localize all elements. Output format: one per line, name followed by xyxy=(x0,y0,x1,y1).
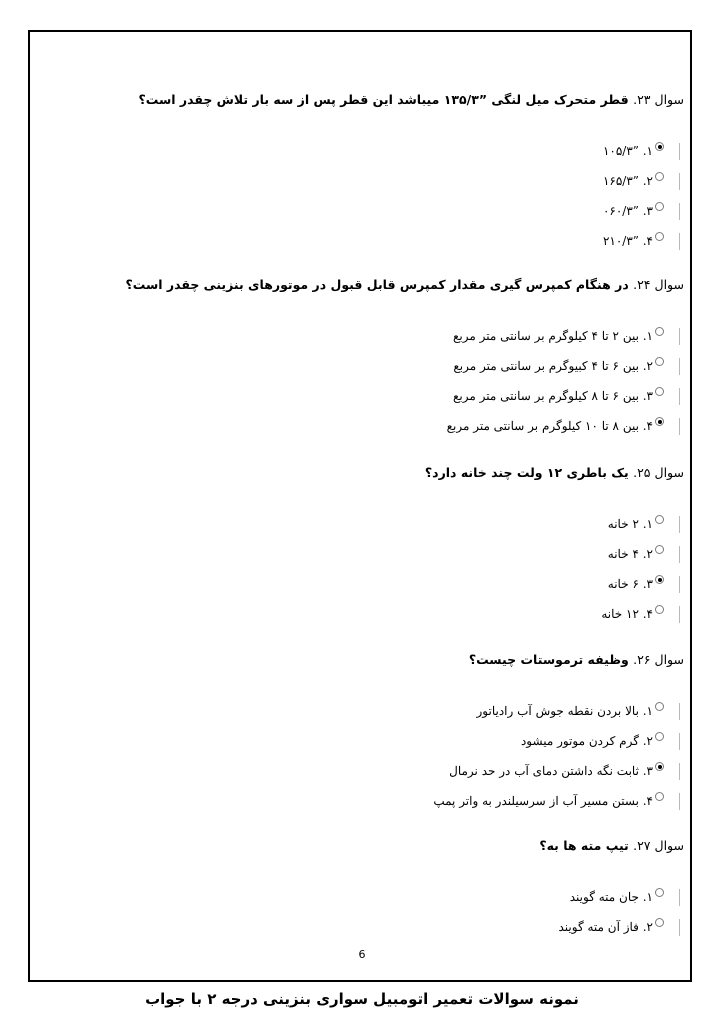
option-4[interactable] xyxy=(433,786,680,816)
option-divider xyxy=(679,358,680,375)
radio-button[interactable] xyxy=(655,327,664,336)
question-23 xyxy=(139,90,685,256)
option-label: ۲. ”۱۶۵/۳ xyxy=(602,174,653,188)
radio-button[interactable] xyxy=(655,172,664,181)
radio-button[interactable] xyxy=(655,732,664,741)
option-divider xyxy=(679,388,680,405)
radio-button[interactable] xyxy=(655,357,664,366)
options-list xyxy=(139,136,685,256)
radio-button[interactable] xyxy=(655,142,664,151)
option-label: ۱. بین ۲ تا ۴ کیلوگرم بر سانتی متر مربع xyxy=(453,329,653,343)
question-text xyxy=(539,836,684,856)
radio-button[interactable] xyxy=(655,605,664,614)
options-list xyxy=(539,882,684,942)
option-label: ۱. ”۱۰۵/۳ xyxy=(602,144,653,158)
option-divider xyxy=(679,328,680,345)
option-label: ۴. بستن مسیر آب از سرسیلندر به واتر پمپ xyxy=(433,794,653,808)
radio-button[interactable] xyxy=(655,202,664,211)
question-body: وظیفه ترموستات چیست؟ xyxy=(468,652,629,667)
option-divider xyxy=(679,763,680,780)
option-divider xyxy=(679,606,680,623)
question-body: در هنگام کمپرس گیری مقدار کمپرس قابل قبول در موتورهای بنزینی چقدر است؟ xyxy=(125,277,629,292)
option-2[interactable] xyxy=(539,912,680,942)
option-label: ۴. بین ۸ تا ۱۰ کیلوگرم بر سانتی متر مربع xyxy=(446,419,653,433)
question-number: سوال ۲۷. xyxy=(633,838,684,853)
radio-button[interactable] xyxy=(655,762,664,771)
question-body: تیپ مته ها به؟ xyxy=(539,838,629,853)
radio-button[interactable] xyxy=(655,387,664,396)
option-label: ۱. جان مته گویند xyxy=(569,890,653,904)
question-26 xyxy=(433,650,684,816)
option-3[interactable] xyxy=(139,196,681,226)
option-1[interactable] xyxy=(425,509,680,539)
option-divider xyxy=(679,733,680,750)
option-divider xyxy=(679,793,680,810)
question-body: قطر متحرک میل لنگی ”۱۳۵/۳ میباشد این قطر پس از سه بار تلاش چقدر است؟ xyxy=(138,92,629,107)
option-label: ۲. بین ۶ تا ۴ کبیوگرم بر سانتی متر مربع xyxy=(453,359,653,373)
question-text xyxy=(126,275,685,295)
radio-button[interactable] xyxy=(655,702,664,711)
radio-button[interactable] xyxy=(655,232,664,241)
option-1[interactable] xyxy=(126,321,681,351)
option-label: ۴. ”۲۱۰/۳ xyxy=(602,234,653,248)
option-2[interactable] xyxy=(139,166,681,196)
option-divider xyxy=(679,233,680,250)
option-label: ۳. بین ۶ تا ۸ کیلوگرم بر سانتی متر مربع xyxy=(453,389,653,403)
option-4[interactable] xyxy=(126,411,681,441)
option-1[interactable] xyxy=(539,882,680,912)
question-number: سوال ۲۴. xyxy=(633,277,684,292)
option-1[interactable] xyxy=(139,136,681,166)
option-label: ۳. ثابت نگه داشتن دمای آب در حد نرمال xyxy=(449,764,653,778)
option-divider xyxy=(679,919,680,936)
question-27 xyxy=(539,836,684,942)
option-2[interactable] xyxy=(433,726,680,756)
option-label: ۳. ”۰۶۰/۳ xyxy=(602,204,653,218)
question-text xyxy=(139,90,685,110)
question-text xyxy=(425,463,684,483)
option-label: ۲. ۴ خانه xyxy=(607,547,653,561)
option-divider xyxy=(679,576,680,593)
option-divider xyxy=(679,418,680,435)
option-divider xyxy=(679,173,680,190)
option-3[interactable] xyxy=(126,381,681,411)
option-divider xyxy=(679,889,680,906)
radio-button[interactable] xyxy=(655,545,664,554)
option-2[interactable] xyxy=(126,351,681,381)
option-2[interactable] xyxy=(425,539,680,569)
option-label: ۲. فاز آن مته گویند xyxy=(558,920,653,934)
radio-button[interactable] xyxy=(655,918,664,927)
question-25 xyxy=(425,463,684,629)
page-number: 6 xyxy=(358,948,366,961)
radio-button[interactable] xyxy=(655,575,664,584)
question-text xyxy=(433,650,684,670)
options-list xyxy=(425,509,684,629)
radio-button[interactable] xyxy=(655,417,664,426)
option-divider xyxy=(679,703,680,720)
option-divider xyxy=(679,143,680,160)
option-3[interactable] xyxy=(425,569,680,599)
option-label: ۱. ۲ خانه xyxy=(607,517,653,531)
option-label: ۳. ۶ خانه xyxy=(607,577,653,591)
footer-title: نمونه سوالات تعمیر اتومبیل سواری بنزینی درجه ۲ با جواب xyxy=(145,990,579,1008)
question-number: سوال ۲۳. xyxy=(633,92,684,107)
option-3[interactable] xyxy=(433,756,680,786)
option-4[interactable] xyxy=(425,599,680,629)
option-divider xyxy=(679,546,680,563)
option-divider xyxy=(679,516,680,533)
question-24 xyxy=(126,275,685,441)
options-list xyxy=(126,321,685,441)
radio-button[interactable] xyxy=(655,792,664,801)
option-label: ۴. ۱۲ خانه xyxy=(601,607,653,621)
question-body: یک باطری ۱۲ ولت چند خانه دارد؟ xyxy=(424,465,629,480)
radio-button[interactable] xyxy=(655,515,664,524)
radio-button[interactable] xyxy=(655,888,664,897)
options-list xyxy=(433,696,684,816)
option-label: ۲. گرم کردن موتور میشود xyxy=(520,734,653,748)
option-4[interactable] xyxy=(139,226,681,256)
question-number: سوال ۲۶. xyxy=(633,652,684,667)
option-label: ۱. بالا بردن نقطه جوش آب رادیاتور xyxy=(476,704,653,718)
question-number: سوال ۲۵. xyxy=(633,465,684,480)
option-divider xyxy=(679,203,680,220)
option-1[interactable] xyxy=(433,696,680,726)
